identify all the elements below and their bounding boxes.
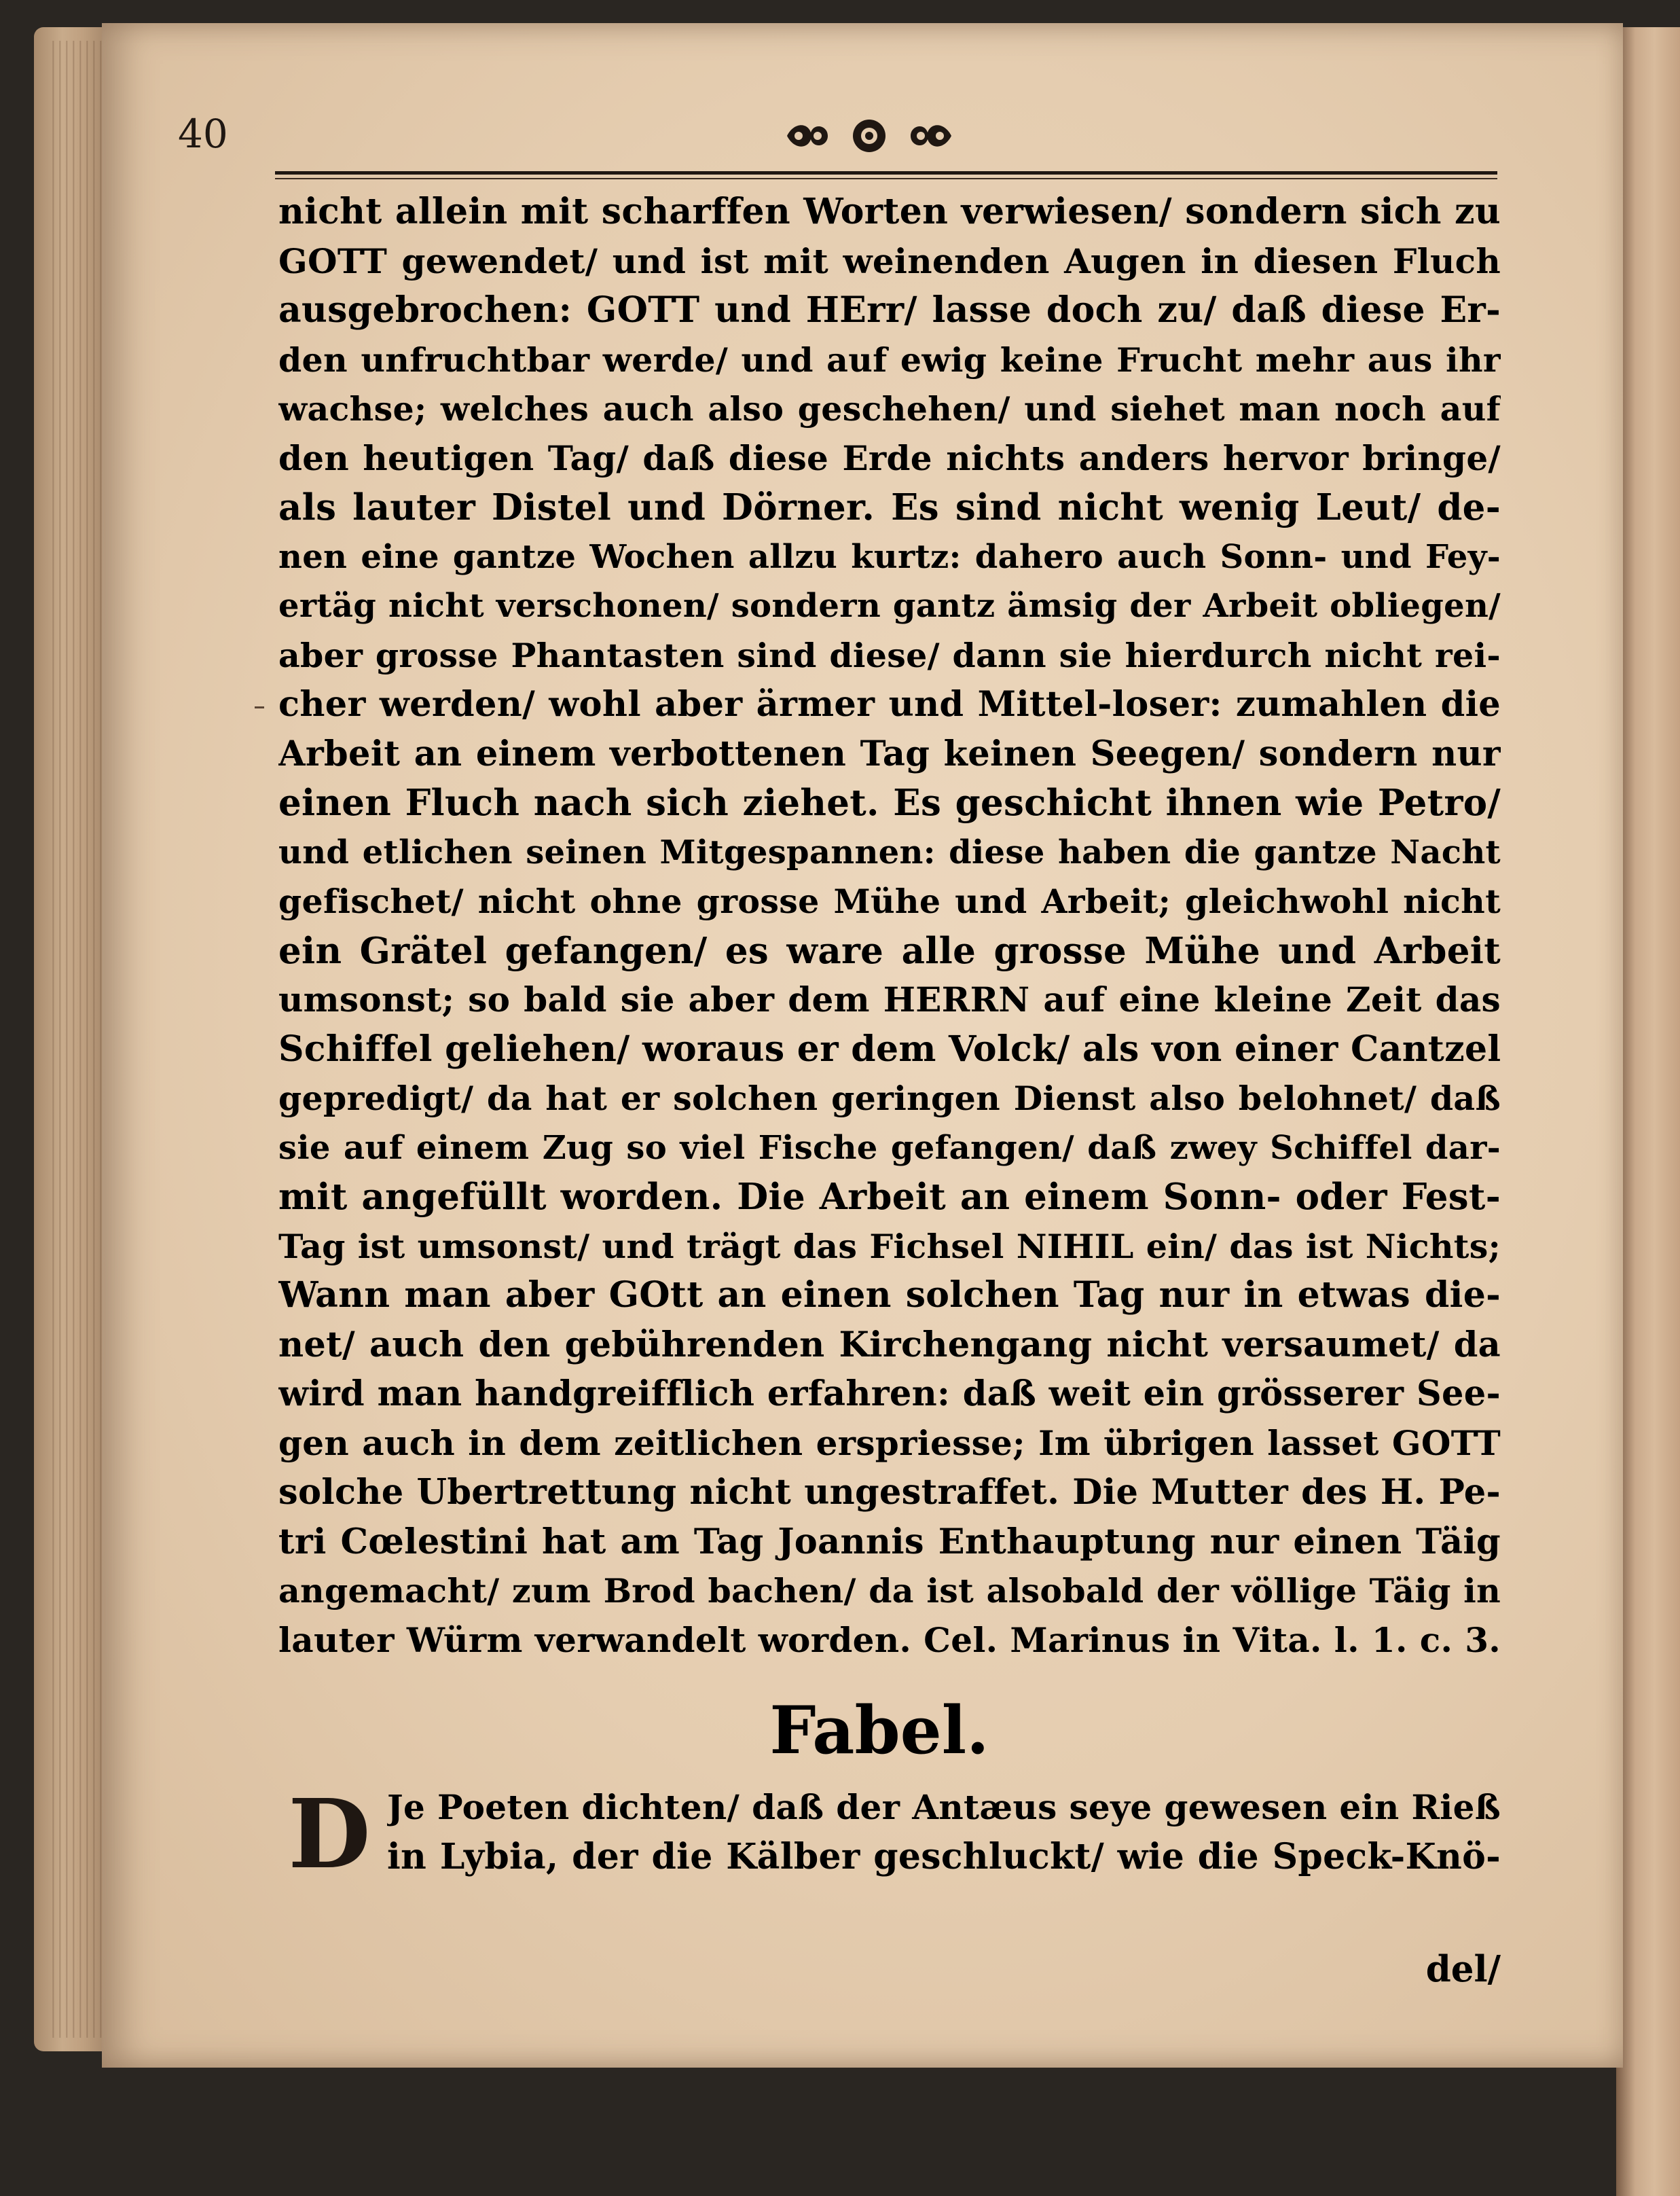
center-rosette-icon xyxy=(850,117,888,155)
text-line: einen Fluch nach sich ziehet. Es geschicht ihnen wie Petro/ xyxy=(278,782,1501,824)
text-line: ausgebrochen: GOTT und HErr/ lasse doch zu/ daß diese Er- xyxy=(278,289,1501,331)
text-line: ein Grätel gefangen/ es ware alle grosse Mühe und Arbeit xyxy=(278,929,1501,972)
text-line: Wann man aber GOtt an einen solchen Tag nur in etwas die- xyxy=(278,1274,1501,1316)
text-line: als lauter Distel und Dörner. Es sind nicht wenig Leut/ de- xyxy=(278,486,1501,528)
text-line: umsonst; so bald sie aber dem HERRN auf eine kleine Zeit das xyxy=(278,979,1501,1020)
text-line: ertäg nicht verschonen/ sondern gantz ämsig der Arbeit obliegen/ xyxy=(278,587,1501,625)
text-line: mit angefüllt worden. Die Arbeit an einem Sonn- oder Fest- xyxy=(278,1176,1501,1218)
text-line: net/ auch den gebührenden Kirchengang nicht versaumet/ da xyxy=(278,1324,1501,1365)
text-line: in Lybia, der die Kälber geschluckt/ wie die Speck-Knö- xyxy=(387,1835,1501,1877)
text-line: gen auch in dem zeitlichen erspriesse; Im übrigen lasset GOTT xyxy=(278,1422,1501,1463)
text-line: aber grosse Phantasten sind diese/ dann sie hierdurch nicht rei- xyxy=(278,635,1501,675)
page-number: 40 xyxy=(178,111,228,157)
header-rule-thin xyxy=(275,178,1497,179)
text-line: lauter Würm verwandelt worden. Cel. Marinus in Vita. l. 1. c. 3. xyxy=(278,1619,1501,1660)
text-line: Je Poeten dichten/ daß der Antæus seye gewesen ein Rieß xyxy=(387,1787,1501,1827)
margin-mark xyxy=(255,706,264,708)
text-line: Tag ist umsonst/ und trägt das Fichsel NIHIL ein/ das ist Nichts; xyxy=(278,1226,1501,1266)
fable-paragraph xyxy=(278,1779,1501,1890)
header-rule xyxy=(275,171,1497,175)
text-line: tri Cœlestini hat am Tag Joannis Enthauptung nur einen Täig xyxy=(278,1521,1501,1562)
right-page-edge xyxy=(1616,27,1680,2196)
text-line: gepredigt/ da hat er solchen geringen Dienst also belohnet/ daß xyxy=(278,1079,1501,1118)
text-line: gefischet/ nicht ohne grosse Mühe und Arbeit; gleichwohl nicht xyxy=(278,882,1501,921)
text-line: den unfruchtbar werde/ und auf ewig keine Frucht mehr aus ihr xyxy=(278,340,1501,380)
text-line: wachse; welches auch also geschehen/ und siehet man noch auf xyxy=(278,389,1501,429)
section-heading: Fabel. xyxy=(769,1692,989,1769)
text-line: nen eine gantze Wochen allzu kurtz: dahero auch Sonn- und Fey- xyxy=(278,537,1501,576)
text-line: Schiffel geliehen/ woraus er dem Volck/ als von einer Cantzel xyxy=(278,1028,1501,1070)
left-fleuron-icon xyxy=(784,119,831,153)
text-line: sie auf einem Zug so viel Fische gefangen/ daß zwey Schiffel dar- xyxy=(278,1128,1501,1167)
text-line: den heutigen Tag/ daß diese Erde nichts anders hervor bringe/ xyxy=(278,437,1501,478)
text-line: angemacht/ zum Brod bachen/ da ist alsobald der völlige Täig in xyxy=(278,1571,1501,1610)
text-line: wird man handgreifflich erfahren: daß weit ein grösserer See- xyxy=(278,1373,1501,1414)
text-line: GOTT gewendet/ und ist mit weinenden Augen in diesen Fluch xyxy=(278,240,1501,281)
drop-cap: D xyxy=(288,1779,371,1890)
text-line: Arbeit an einem verbottenen Tag keinen Seegen/ sondern nur xyxy=(278,733,1501,774)
stacked-page-edges xyxy=(48,41,102,2038)
catchword: del/ xyxy=(1425,1948,1501,1990)
text-line: solche Ubertrettung nicht ungestraffet. Die Mutter des H. Pe- xyxy=(278,1472,1501,1513)
fleuron-ornament xyxy=(767,109,971,163)
text-line: cher werden/ wohl aber ärmer und Mittel-loser: zumahlen die xyxy=(278,684,1501,725)
text-line: nicht allein mit scharffen Worten verwiesen/ sondern sich zu xyxy=(278,191,1501,232)
text-line: und etlichen seinen Mitgespannen: diese haben die gantze Nacht xyxy=(278,833,1501,871)
body-text xyxy=(278,187,1501,1665)
right-fleuron-icon xyxy=(907,119,955,153)
